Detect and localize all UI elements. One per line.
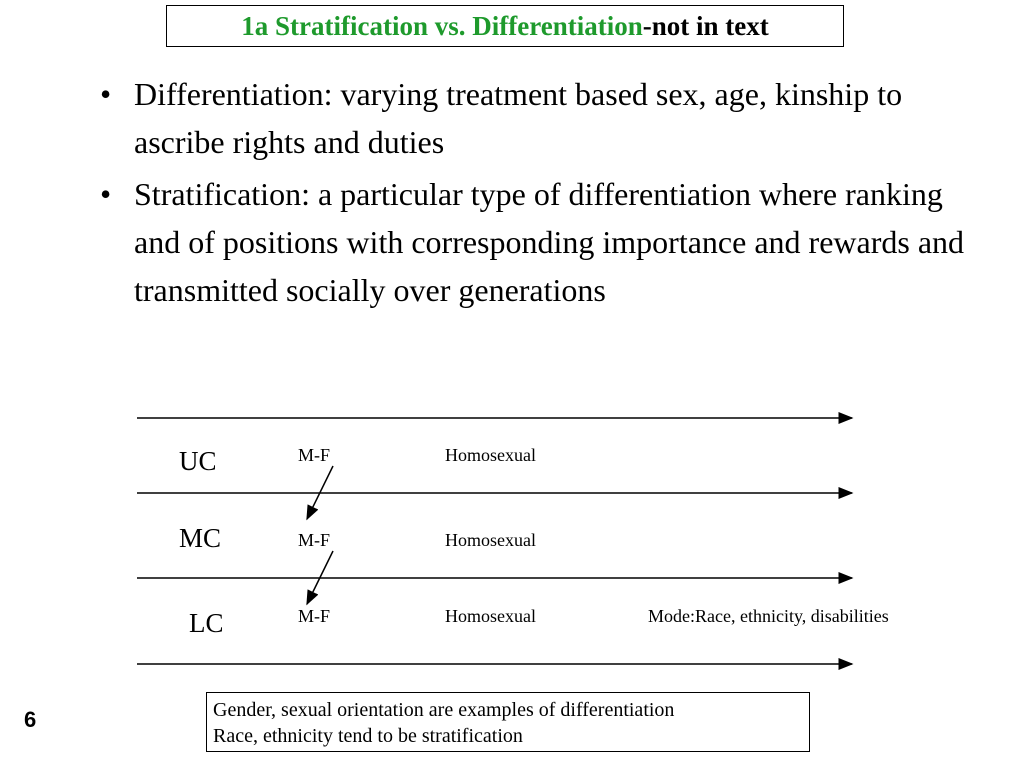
mf-label: M-F — [298, 606, 331, 626]
homosexual-label: Homosexual — [445, 606, 536, 626]
class-label-upper: UC — [179, 446, 217, 476]
class-label-lower: LC — [189, 608, 224, 638]
title-highlighted: 1a Stratification vs. Differentiation — [241, 10, 643, 41]
homosexual-label: Homosexual — [445, 445, 536, 465]
page-number: 6 — [24, 707, 37, 732]
bullet-marker: • — [100, 76, 112, 112]
bullet-text-differentiation: Differentiation: varying treatment based sex, age, kinship to ascribe rights and duties — [134, 76, 903, 160]
footnote-line-stratification: Race, ethnicity tend to be stratification — [213, 725, 523, 747]
mode-label: Mode:Race, ethnicity, disabilities — [648, 606, 889, 626]
title-rest: -not in text — [642, 10, 769, 41]
bullet-text-stratification: Stratification: a particular type of differentiation where ranking and of positions with corresponding importance and rewards and transmitted socially over generations — [134, 176, 965, 308]
class-label-middle: MC — [179, 523, 222, 553]
footnote-line-differentiation: Gender, sexual orientation are examples of differentiation — [213, 699, 675, 721]
homosexual-label: Homosexual — [445, 530, 536, 550]
mf-label: M-F — [298, 530, 331, 550]
footnote-box — [206, 692, 810, 752]
bullet-marker: • — [100, 176, 112, 212]
mf-label: M-F — [298, 445, 331, 465]
